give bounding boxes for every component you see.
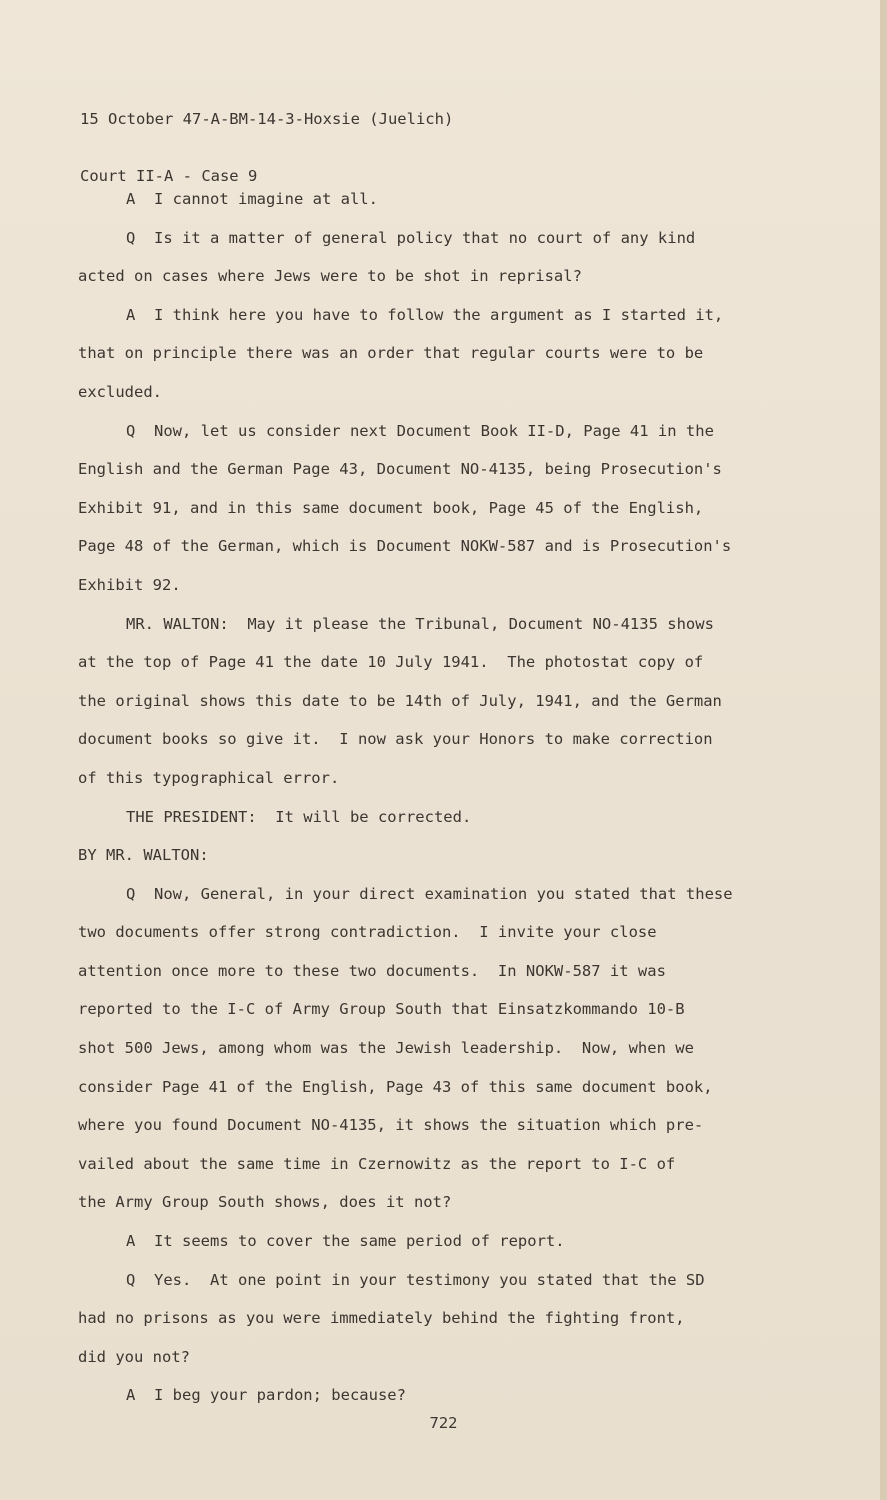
- transcript-line: had no prisons as you were immediately behind the fighting front,: [78, 1309, 685, 1328]
- transcript-line: reported to the I-C of Army Group South that Einsatzkommando 10-B: [78, 1000, 685, 1019]
- header-line-1: 15 October 47-A-BM-14-3-Hoxsie (Juelich): [80, 110, 454, 128]
- transcript-line: that on principle there was an order that regular courts were to be: [78, 344, 704, 363]
- transcript-line: A I think here you have to follow the argument as I started it,: [126, 305, 724, 324]
- transcript-line: Q Is it a matter of general policy that no court of any kind: [126, 228, 696, 247]
- transcript-line: where you found Document NO-4135, it shows the situation which pre-: [78, 1116, 704, 1135]
- transcript-line: Q Yes. At one point in your testimony you stated that the SD: [126, 1270, 705, 1289]
- transcript-line: THE PRESIDENT: It will be corrected.: [126, 807, 472, 826]
- transcript-line: Q Now, General, in your direct examination you stated that these: [126, 884, 733, 903]
- transcript-line: acted on cases where Jews were to be shot in reprisal?: [78, 267, 582, 286]
- transcript-line: document books so give it. I now ask your Honors to make correction: [78, 730, 713, 749]
- transcript-line: A I beg your pardon; because?: [126, 1386, 406, 1405]
- transcript-body: [78, 184, 778, 1419]
- transcript-line: excluded.: [78, 382, 162, 401]
- transcript-line: Exhibit 92.: [78, 575, 181, 594]
- transcript-line: A I cannot imagine at all.: [126, 190, 378, 208]
- transcript-line: Page 48 of the German, which is Document NOKW-587 and is Prosecution's: [78, 537, 732, 556]
- transcript-line: consider Page 41 of the English, Page 43 of this same document book,: [78, 1077, 713, 1096]
- transcript-line: BY MR. WALTON:: [78, 846, 209, 865]
- transcript-line: the Army Group South shows, does it not?: [78, 1193, 452, 1212]
- transcript-line: Q Now, let us consider next Document Book II-D, Page 41 in the: [126, 421, 714, 440]
- transcript-line: at the top of Page 41 the date 10 July 1941. The photostat copy of: [78, 653, 704, 672]
- transcript-line: shot 500 Jews, among whom was the Jewish leadership. Now, when we: [78, 1039, 694, 1058]
- transcript-line: MR. WALTON: May it please the Tribunal, Document NO-4135 shows: [126, 614, 714, 633]
- header-line-2: Court II-A - Case 9: [80, 167, 258, 185]
- page-edge: [880, 0, 887, 1500]
- transcript-line: Exhibit 91, and in this same document book, Page 45 of the English,: [78, 498, 704, 517]
- transcript-line: vailed about the same time in Czernowitz as the report to I-C of: [78, 1154, 676, 1173]
- transcript-line: of this typographical error.: [78, 768, 340, 787]
- transcript-line: the original shows this date to be 14th of July, 1941, and the German: [78, 691, 722, 710]
- transcript-line: did you not?: [78, 1347, 190, 1366]
- transcript-line: two documents offer strong contradiction. I invite your close: [78, 923, 657, 942]
- transcript-line: attention once more to these two documents. In NOKW-587 it was: [78, 961, 666, 980]
- transcript-line: English and the German Page 43, Document NO-4135, being Prosecution's: [78, 460, 722, 479]
- page-number: 722: [429, 1414, 458, 1432]
- transcript-line: A It seems to cover the same period of report.: [126, 1232, 565, 1251]
